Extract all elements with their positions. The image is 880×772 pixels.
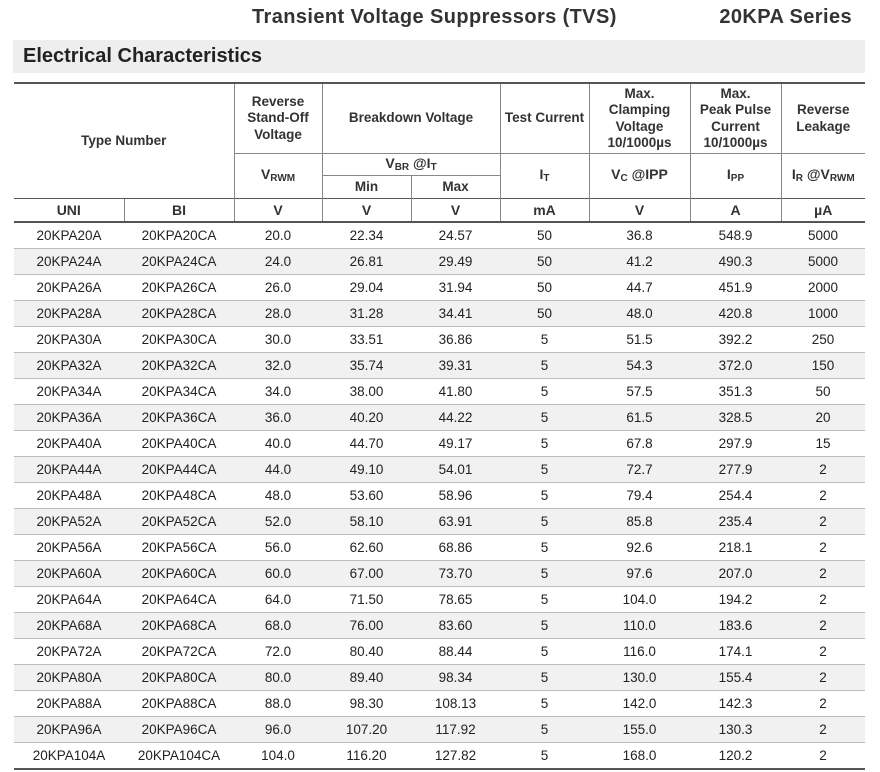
table-cell: 50 (781, 379, 865, 405)
table-cell: 20KPA80CA (124, 665, 234, 691)
series-name: 20KPA Series (719, 6, 852, 28)
table-row (14, 691, 865, 717)
table-cell: 62.60 (322, 535, 411, 561)
table-cell: 5 (500, 717, 589, 743)
table-cell: 15 (781, 431, 865, 457)
table-cell: 218.1 (690, 535, 781, 561)
table-cell: 68.0 (234, 613, 322, 639)
table-row (14, 483, 865, 509)
table-cell: 117.92 (411, 717, 500, 743)
electrical-characteristics-table (14, 82, 865, 770)
table-cell: 97.6 (589, 561, 690, 587)
table-cell: 52.0 (234, 509, 322, 535)
table-cell: 79.4 (589, 483, 690, 509)
peak-pulse-current-header: Max. Peak Pulse Current 10/1000µs (690, 83, 781, 154)
table-cell: 2 (781, 613, 865, 639)
table-row (14, 275, 865, 301)
table-cell: 41.2 (589, 249, 690, 275)
table-cell: 34.41 (411, 301, 500, 327)
table-row (14, 249, 865, 275)
table-cell: 20KPA60CA (124, 561, 234, 587)
table-cell: 235.4 (690, 509, 781, 535)
table-cell: 48.0 (589, 301, 690, 327)
table-cell: 2 (781, 691, 865, 717)
table-cell: 85.8 (589, 509, 690, 535)
table-cell: 92.6 (589, 535, 690, 561)
table-cell: 392.2 (690, 327, 781, 353)
table-cell: 49.17 (411, 431, 500, 457)
table-cell: 108.13 (411, 691, 500, 717)
table-cell: 104.0 (234, 743, 322, 770)
table-cell: 155.4 (690, 665, 781, 691)
table-cell: 58.10 (322, 509, 411, 535)
table-cell: 372.0 (690, 353, 781, 379)
table-cell: 130.3 (690, 717, 781, 743)
table-cell: 207.0 (690, 561, 781, 587)
table-cell: 2 (781, 509, 865, 535)
table-row (14, 405, 865, 431)
table-cell: 250 (781, 327, 865, 353)
table-cell: 88.44 (411, 639, 500, 665)
table-cell: 28.0 (234, 301, 322, 327)
table-cell: 20KPA28CA (124, 301, 234, 327)
table-cell: 22.34 (322, 222, 411, 249)
table-cell: 5 (500, 561, 589, 587)
ipp-symbol: $I_{PP}$ (690, 154, 781, 199)
table-cell: 20KPA34A (14, 379, 124, 405)
table-cell: 174.1 (690, 639, 781, 665)
table-cell: 20KPA44CA (124, 457, 234, 483)
table-row (14, 222, 865, 249)
table-cell: 20KPA40A (14, 431, 124, 457)
table-cell: 20KPA28A (14, 301, 124, 327)
table-row (14, 717, 865, 743)
table-cell: 57.5 (589, 379, 690, 405)
table-cell: 2 (781, 457, 865, 483)
table-cell: 5 (500, 639, 589, 665)
table-cell: 20KPA36A (14, 405, 124, 431)
table-cell: 2 (781, 717, 865, 743)
units-row (14, 199, 865, 223)
table-cell: 130.0 (589, 665, 690, 691)
vrwm-symbol: $V_{RWM}$ (234, 154, 322, 199)
table-cell: 5 (500, 431, 589, 457)
table-cell: 29.49 (411, 249, 500, 275)
table-cell: 20KPA24CA (124, 249, 234, 275)
table-cell: 67.8 (589, 431, 690, 457)
unit-cell: UNI (14, 199, 124, 223)
section-title: Electrical Characteristics (23, 45, 263, 67)
table-cell: 20KPA34CA (124, 379, 234, 405)
document-title: Transient Voltage Suppressors (TVS) (252, 6, 617, 28)
table-row (14, 561, 865, 587)
table-cell: 351.3 (690, 379, 781, 405)
table-cell: 20KPA104CA (124, 743, 234, 770)
table-cell: 104.0 (589, 587, 690, 613)
table-cell: 20KPA36CA (124, 405, 234, 431)
table-cell: 297.9 (690, 431, 781, 457)
table-cell: 54.01 (411, 457, 500, 483)
table-cell: 20KPA48A (14, 483, 124, 509)
table-cell: 20KPA26CA (124, 275, 234, 301)
table-cell: 41.80 (411, 379, 500, 405)
table-cell: 20KPA20CA (124, 222, 234, 249)
unit-cell: V (322, 199, 411, 223)
table-cell: 20KPA52CA (124, 509, 234, 535)
table-cell: 36.86 (411, 327, 500, 353)
table-cell: 20KPA88CA (124, 691, 234, 717)
table-cell: 89.40 (322, 665, 411, 691)
table-cell: 40.0 (234, 431, 322, 457)
table-cell: 20KPA44A (14, 457, 124, 483)
table-cell: 54.3 (589, 353, 690, 379)
unit-cell: BI (124, 199, 234, 223)
type-number-header: Type Number (14, 83, 234, 199)
table-cell: 2 (781, 665, 865, 691)
unit-cell: A (690, 199, 781, 223)
table-row (14, 613, 865, 639)
table-cell: 58.96 (411, 483, 500, 509)
reverse-leakage-header: Reverse Leakage (781, 83, 865, 154)
table-cell: 44.7 (589, 275, 690, 301)
vc-symbol: $V_C$ @IPP (589, 154, 690, 199)
it-symbol: $I_T$ (500, 154, 589, 199)
table-cell: 44.70 (322, 431, 411, 457)
table-cell: 20.0 (234, 222, 322, 249)
table-cell: 36.0 (234, 405, 322, 431)
table-cell: 72.7 (589, 457, 690, 483)
table-row (14, 509, 865, 535)
section-header (13, 40, 865, 73)
table-cell: 2 (781, 561, 865, 587)
table-cell: 20KPA56A (14, 535, 124, 561)
table-row (14, 327, 865, 353)
table-cell: 32.0 (234, 353, 322, 379)
table-cell: 116.20 (322, 743, 411, 770)
table-cell: 96.0 (234, 717, 322, 743)
table-cell: 60.0 (234, 561, 322, 587)
table-cell: 20KPA96CA (124, 717, 234, 743)
table-cell: 44.0 (234, 457, 322, 483)
test-current-header: Test Current (500, 83, 589, 154)
table-cell: 98.34 (411, 665, 500, 691)
table-cell: 5 (500, 613, 589, 639)
table-cell: 5 (500, 665, 589, 691)
table-cell: 63.91 (411, 509, 500, 535)
table-cell: 98.30 (322, 691, 411, 717)
table-cell: 20KPA88A (14, 691, 124, 717)
table-cell: 49.10 (322, 457, 411, 483)
table-cell: 26.81 (322, 249, 411, 275)
table-cell: 73.70 (411, 561, 500, 587)
table-cell: 5 (500, 483, 589, 509)
table-cell: 34.0 (234, 379, 322, 405)
table-row (14, 353, 865, 379)
table-cell: 50 (500, 301, 589, 327)
table-cell: 56.0 (234, 535, 322, 561)
table-cell: 5 (500, 535, 589, 561)
table-cell: 76.00 (322, 613, 411, 639)
table-cell: 30.0 (234, 327, 322, 353)
table-cell: 20KPA20A (14, 222, 124, 249)
table-cell: 5 (500, 379, 589, 405)
vbr-symbol: $V_{BR}$ $@I_T$ (322, 154, 500, 176)
table-row (14, 301, 865, 327)
table-cell: 110.0 (589, 613, 690, 639)
table-cell: 150 (781, 353, 865, 379)
unit-cell: V (411, 199, 500, 223)
table-cell: 142.0 (589, 691, 690, 717)
table-row (14, 431, 865, 457)
table-cell: 68.86 (411, 535, 500, 561)
table-row (14, 743, 865, 770)
table-cell: 72.0 (234, 639, 322, 665)
breakdown-voltage-header: Breakdown Voltage (322, 83, 500, 154)
table-row (14, 457, 865, 483)
table-cell: 20KPA32A (14, 353, 124, 379)
table-cell: 2 (781, 639, 865, 665)
table-cell: 24.0 (234, 249, 322, 275)
min-header: Min (322, 176, 411, 199)
table-cell: 40.20 (322, 405, 411, 431)
table-cell: 80.40 (322, 639, 411, 665)
table-cell: 5 (500, 405, 589, 431)
table-cell: 5 (500, 691, 589, 717)
table-cell: 20KPA72CA (124, 639, 234, 665)
table-cell: 120.2 (690, 743, 781, 770)
table-cell: 548.9 (690, 222, 781, 249)
table-cell: 20KPA68A (14, 613, 124, 639)
table-cell: 44.22 (411, 405, 500, 431)
table-cell: 20KPA60A (14, 561, 124, 587)
table-cell: 107.20 (322, 717, 411, 743)
table-cell: 61.5 (589, 405, 690, 431)
table-cell: 33.51 (322, 327, 411, 353)
table-cell: 2 (781, 743, 865, 770)
table-cell: 20KPA104A (14, 743, 124, 770)
table-cell: 20KPA80A (14, 665, 124, 691)
table-cell: 80.0 (234, 665, 322, 691)
table-cell: 5 (500, 353, 589, 379)
table-cell: 88.0 (234, 691, 322, 717)
unit-cell: mA (500, 199, 589, 223)
table-cell: 71.50 (322, 587, 411, 613)
table-row (14, 665, 865, 691)
table-cell: 2 (781, 535, 865, 561)
unit-cell: V (234, 199, 322, 223)
table-cell: 1000 (781, 301, 865, 327)
table-cell: 20KPA96A (14, 717, 124, 743)
table-cell: 20 (781, 405, 865, 431)
table-cell: 50 (500, 249, 589, 275)
unit-cell: V (589, 199, 690, 223)
table-cell: 183.6 (690, 613, 781, 639)
table-cell: 155.0 (589, 717, 690, 743)
table-cell: 38.00 (322, 379, 411, 405)
table-cell: 24.57 (411, 222, 500, 249)
table-cell: 53.60 (322, 483, 411, 509)
clamping-voltage-header: Max. Clamping Voltage 10/1000µs (589, 83, 690, 154)
table-cell: 451.9 (690, 275, 781, 301)
table-cell: 20KPA24A (14, 249, 124, 275)
unit-cell: µA (781, 199, 865, 223)
table-cell: 194.2 (690, 587, 781, 613)
table-body (14, 222, 865, 769)
table-cell: 31.28 (322, 301, 411, 327)
table-row (14, 639, 865, 665)
table-cell: 67.00 (322, 561, 411, 587)
table-cell: 20KPA48CA (124, 483, 234, 509)
table-cell: 5 (500, 327, 589, 353)
table-cell: 5 (500, 587, 589, 613)
table-cell: 2 (781, 483, 865, 509)
table-cell: 35.74 (322, 353, 411, 379)
table-cell: 142.3 (690, 691, 781, 717)
table-row (14, 535, 865, 561)
table-cell: 39.31 (411, 353, 500, 379)
table-row (14, 379, 865, 405)
table-cell: 20KPA68CA (124, 613, 234, 639)
table-cell: 20KPA72A (14, 639, 124, 665)
table-cell: 5 (500, 509, 589, 535)
table-cell: 48.0 (234, 483, 322, 509)
table-cell: 20KPA56CA (124, 535, 234, 561)
ir-symbol: $I_R$ $@V_{RWM}$ (781, 154, 865, 199)
table-cell: 20KPA30A (14, 327, 124, 353)
table-cell: 50 (500, 222, 589, 249)
table-cell: 5 (500, 457, 589, 483)
table-cell: 26.0 (234, 275, 322, 301)
table-cell: 490.3 (690, 249, 781, 275)
table-cell: 51.5 (589, 327, 690, 353)
table-cell: 50 (500, 275, 589, 301)
table-cell: 36.8 (589, 222, 690, 249)
table-cell: 20KPA32CA (124, 353, 234, 379)
table-cell: 20KPA30CA (124, 327, 234, 353)
table-cell: 2000 (781, 275, 865, 301)
table-cell: 127.82 (411, 743, 500, 770)
table-cell: 20KPA26A (14, 275, 124, 301)
table-cell: 277.9 (690, 457, 781, 483)
table-cell: 116.0 (589, 639, 690, 665)
table-cell: 5000 (781, 249, 865, 275)
table-cell: 254.4 (690, 483, 781, 509)
table-cell: 64.0 (234, 587, 322, 613)
table-cell: 29.04 (322, 275, 411, 301)
table-cell: 31.94 (411, 275, 500, 301)
table-cell: 83.60 (411, 613, 500, 639)
standoff-voltage-header: Reverse Stand-Off Voltage (234, 83, 322, 154)
table-cell: 328.5 (690, 405, 781, 431)
table-cell: 5 (500, 743, 589, 770)
max-header: Max (411, 176, 500, 199)
table-cell: 5000 (781, 222, 865, 249)
table-cell: 20KPA64A (14, 587, 124, 613)
table-cell: 20KPA64CA (124, 587, 234, 613)
table-row (14, 587, 865, 613)
table-cell: 2 (781, 587, 865, 613)
table-cell: 20KPA52A (14, 509, 124, 535)
table-cell: 20KPA40CA (124, 431, 234, 457)
table-cell: 168.0 (589, 743, 690, 770)
table-cell: 420.8 (690, 301, 781, 327)
table-cell: 78.65 (411, 587, 500, 613)
